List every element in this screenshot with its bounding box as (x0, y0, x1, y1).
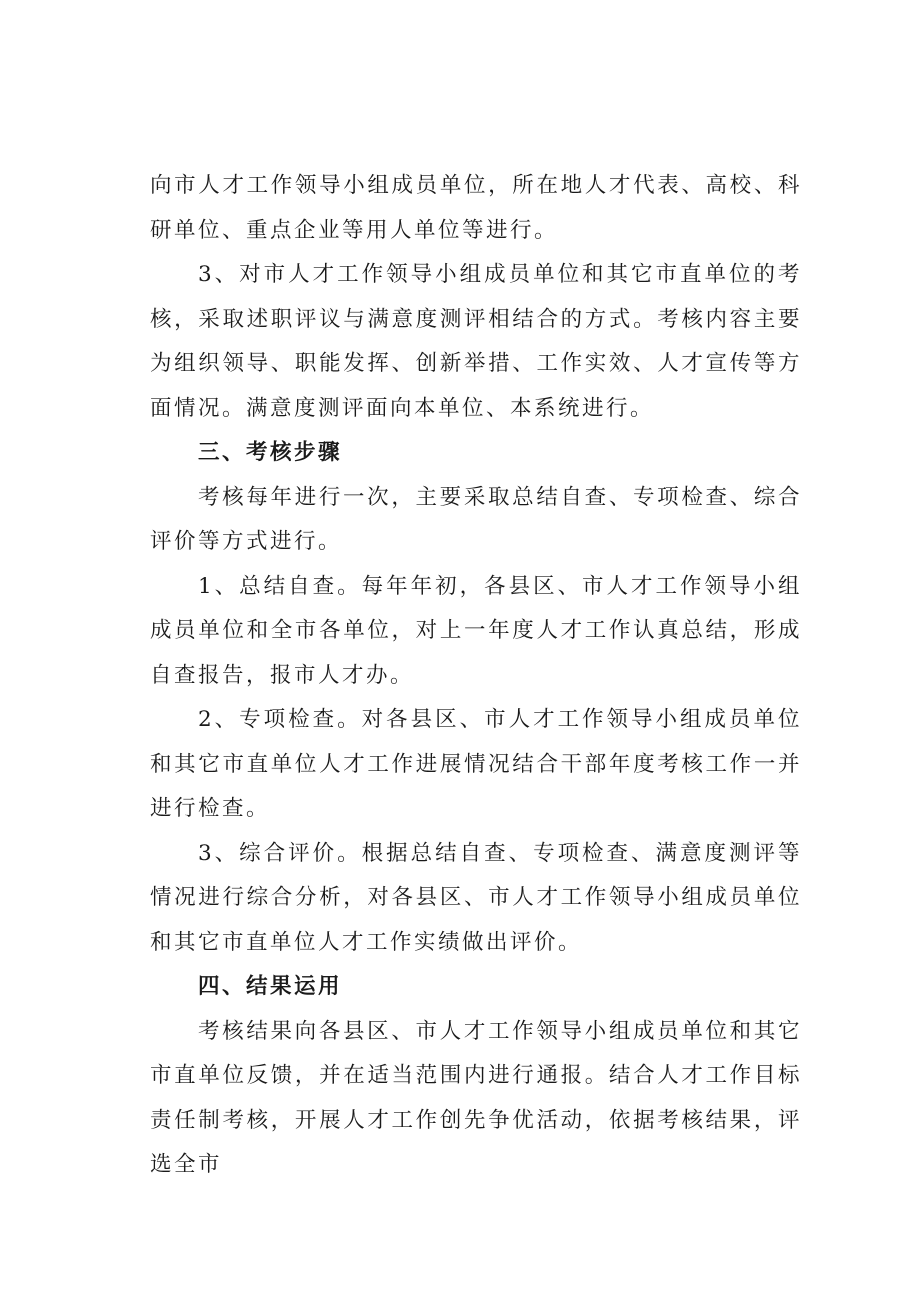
section-heading-assessment-steps: 三、考核步骤 (198, 440, 343, 465)
paragraph-step-special-inspection: 2、专项检查。对各县区、市人才工作领导小组成员单位和其它市直单位人才工作进展情况结合干部年度考核工作一并进行检查。 (150, 707, 802, 821)
paragraph-step-comprehensive-evaluation: 3、综合评价。根据总结自查、专项检查、满意度测评等情况进行综合分析，对各县区、市人才工作领导小组成员单位和其它市直单位人才工作实绩做出评价。 (150, 840, 802, 955)
document-body (150, 164, 802, 1188)
paragraph-result-application: 考核结果向各县区、市人才工作领导小组成员单位和其它市直单位反馈，并在适当范围内进行通报。结合人才工作目标责任制考核，开展人才工作创先争优活动，依据考核结果，评选全市 (150, 1018, 802, 1177)
paragraph-continuation: 向市人才工作领导小组成员单位，所在地人才代表、高校、科研单位、重点企业等用人单位等进行。 (150, 173, 802, 243)
paragraph-steps-intro: 考核每年进行一次，主要采取总结自查、专项检查、综合评价等方式进行。 (150, 484, 802, 554)
paragraph-step-self-check: 1、总结自查。每年年初，各县区、市人才工作领导小组成员单位和全市各单位，对上一年度人才工作认真总结，形成自查报告，报市人才办。 (150, 573, 802, 688)
section-heading-result-application: 四、结果运用 (198, 974, 343, 999)
paragraph-assessment-method-3: 3、对市人才工作领导小组成员单位和其它市直单位的考核，采取述职评议与满意度测评相结合的方式。考核内容主要为组织领导、职能发挥、创新举措、工作实效、人才宣传等方面情况。满意度测评面向本单位、本系统进行。 (150, 262, 802, 421)
